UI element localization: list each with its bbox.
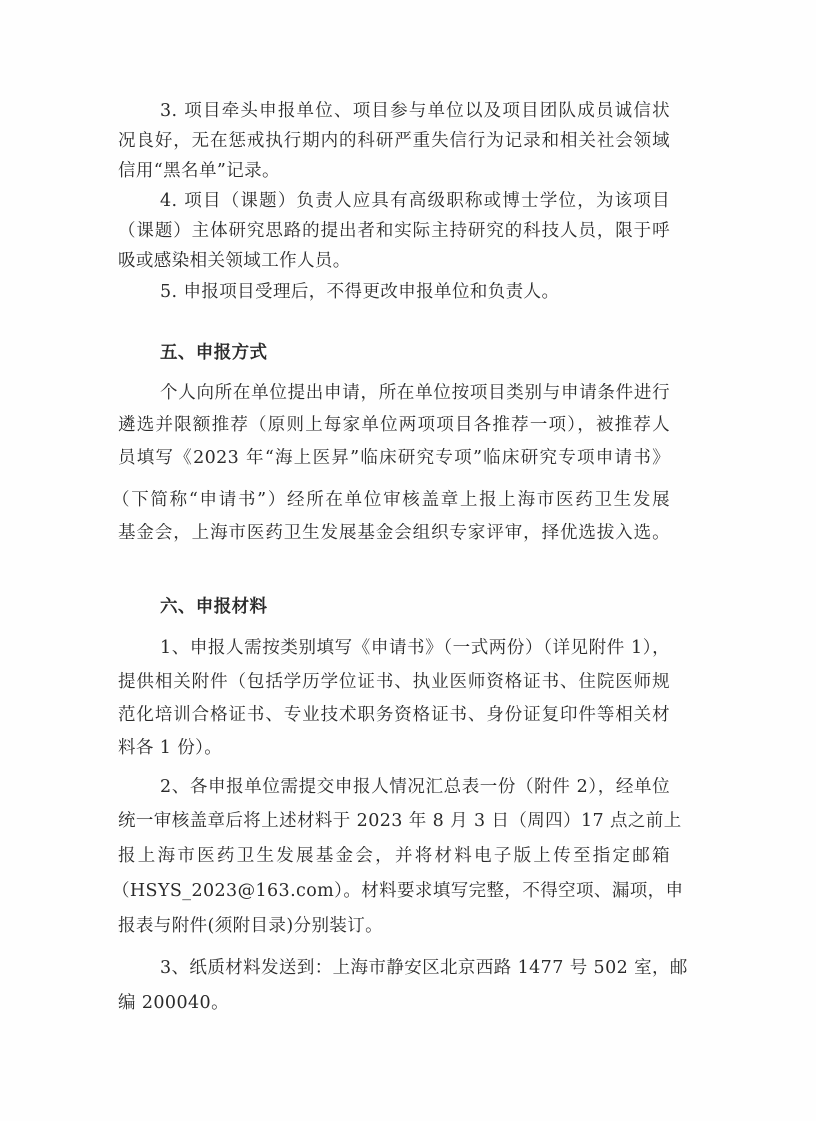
method-line-3: 员填写《2023 年“海上医昇”临床研究专项”临床研究专项申请书》 [118,448,670,468]
materials-p1-line-2: 提供相关附件（包括学历学位证书、执业医师资格证书、住院医师规 [118,672,670,692]
item4-line-3: 吸或感染相关领域工作人员。 [118,251,351,271]
materials-p2-line-4: （HSYS_2023@163.com）。材料要求填写完整，不得空项、漏项，申 [112,881,684,901]
materials-p2-line-5: 报表与附件(须附目录)分别装订。 [118,916,384,936]
item4-line-1: 4. 项目（课题）负责人应具有高级职称或博士学位，为该项目 [160,191,670,211]
section-heading-application-method: 五、申报方式 [160,343,268,363]
method-line-1: 个人向所在单位提出申请，所在单位按项目类别与申请条件进行 [160,383,670,403]
method-line-5: 基金会，上海市医药卫生发展基金会组织专家评审，择优选拔入选。 [118,523,670,543]
item5-line-1: 5. 申报项目受理后，不得更改申报单位和负责人。 [160,282,560,302]
materials-p2-line-2: 统一审核盖章后将上述材料于 2023 年 8 月 3 日（周四）17 点之前上 [118,811,682,831]
materials-p1-line-4: 料各 1 份）。 [118,738,223,758]
materials-p3-line-2: 编 200040。 [118,993,229,1013]
materials-p3-line-1: 3、纸质材料发送到：上海市静安区北京西路 1477 号 502 室，邮 [160,958,688,978]
materials-p2-line-3: 报上海市医药卫生发展基金会，并将材料电子版上传至指定邮箱 [118,846,670,866]
item3-line-2: 况良好，无在惩戒执行期内的科研严重失信行为记录和相关社会领域 [118,131,670,151]
item3-line-3: 信用“黑名单”记录。 [118,161,280,181]
section-heading-application-materials: 六、申报材料 [160,597,268,617]
method-line-4: （下简称“申请书”）经所在单位审核盖章上报上海市医药卫生发展 [112,490,670,510]
materials-p1-line-1: 1、申报人需按类别填写《申请书》（一式两份）（详见附件 1）， [160,638,670,658]
item4-line-2: （课题）主体研究思路的提出者和实际主持研究的科技人员，限于呼 [118,221,670,241]
item3-line-1: 3. 项目牵头申报单位、项目参与单位以及项目团队成员诚信状 [160,101,670,121]
materials-p1-line-3: 范化培训合格证书、专业技术职务资格证书、身份证复印件等相关材 [118,705,670,725]
method-line-2: 遴选并限额推荐（原则上每家单位两项项目各推荐一项），被推荐人 [118,415,670,435]
materials-p2-line-1: 2、各申报单位需提交申报人情况汇总表一份（附件 2），经单位 [160,777,670,797]
